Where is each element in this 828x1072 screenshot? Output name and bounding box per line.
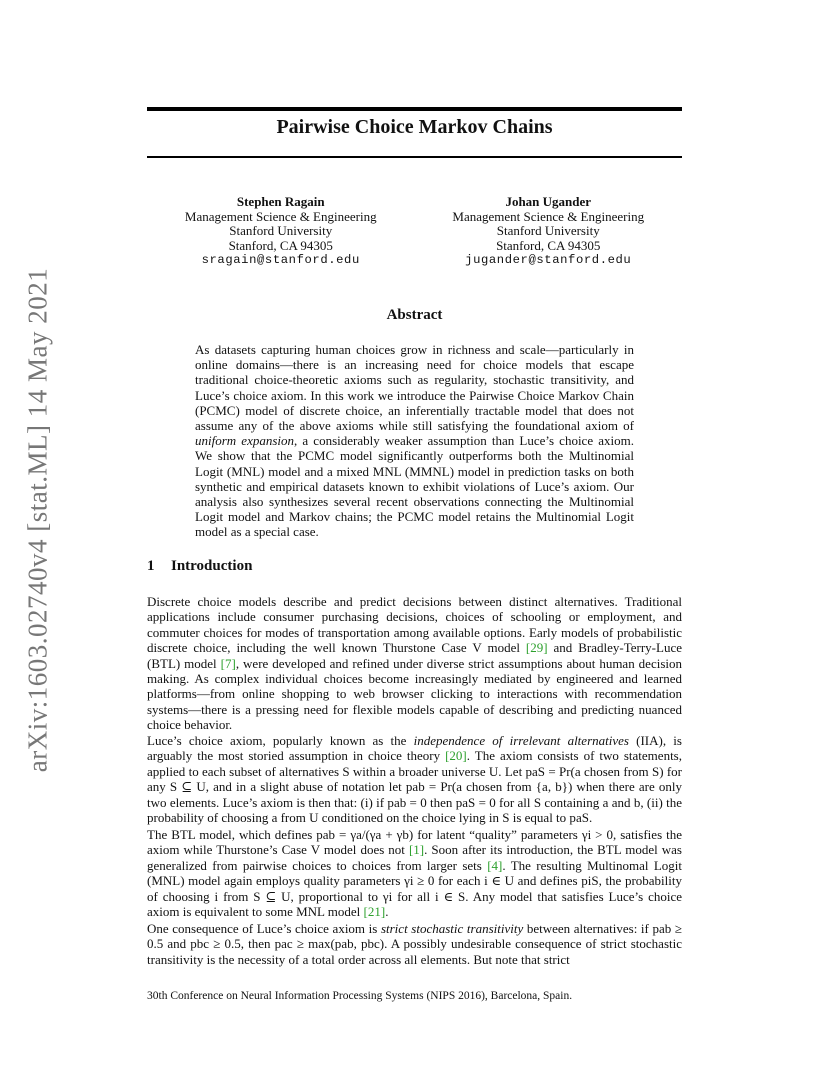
author-block	[147, 195, 682, 268]
author-1	[147, 195, 415, 268]
text: .	[385, 904, 389, 920]
text: The BTL model, which defines p	[147, 827, 323, 842]
title-rule-top	[147, 107, 682, 111]
emphasis: strict stochastic transitivity	[380, 921, 524, 936]
author-location: Stanford, CA 94305	[228, 237, 333, 253]
paragraph-2	[147, 733, 682, 825]
author-email[interactable]: sragain@stanford.edu	[201, 253, 360, 268]
text: (IIA), is arguably the most storied assumption in choice theory	[147, 733, 682, 764]
author-university: Stanford University	[229, 223, 333, 239]
text: aS = 0 for all S containing a and b, (ii) the probability of choosing a from U conditioned on the choice lying in S is equal to p	[147, 794, 682, 826]
section-title: Introduction	[171, 558, 253, 574]
text: iS, the probability of choosing i from S ⊆ U, proportional to γi for all i ∈ S. Any model that satisfies Luce’s choice axiom is equivalent to some MNL model	[147, 873, 682, 920]
text: One consequence of Luce’s choice axiom is	[147, 921, 381, 936]
author-name: Johan Ugander	[505, 194, 592, 209]
abstract-text: , a considerably weaker assumption than Luce’s choice axiom. We show that the PCMC model significantly outperforms both the Multinomial Logit (MNL) model and a mixed MNL (MMNL) model in prediction tasks on both synthetic and empirical datasets known to exhibit violations of Luce’s axiom. Our analysis also synthesizes several recent observations connecting the Multinomial Logit model and Markov chains; the PCMC model retains the Multinomial Logit model as a special case.	[195, 433, 634, 540]
author-university: Stanford University	[496, 223, 600, 239]
emphasis: independence of irrelevant alternatives	[413, 733, 629, 748]
text: . Soon after its introduction, the BTL model was generalized from pairwise choices to choices from larger sets	[147, 842, 682, 873]
text: , were developed and refined under diverse strict assumptions about human decision making. As complex individual choices become increasingly mediated by engineered and learned platforms—from online shopping to web browser clicking to interactions with recommendation systems—there is a pressing need for flexible models capable of describing and predicting nuanced choice behavior.	[147, 655, 682, 733]
abstract-text: As datasets capturing human choices grow in richness and scale—particularly in online domains—there is an increasing need for choice models that escape traditional choice-theoretic axioms such as regularity, stochastic transitivity, and Luce’s choice axiom. In this work we introduce the Pairwise Choice Markov Chain (PCMC) model of discrete choice, an inferentially tractable model that does not assume any of the above axioms while still satisfying the foundational axiom of	[195, 342, 634, 434]
author-dept: Management Science & Engineering	[184, 208, 377, 224]
text: aS = Pr(a chosen from S) for any S ⊆ U, and in a slight abuse of notation let p	[147, 763, 683, 795]
citation-link[interactable]: [20]	[445, 748, 467, 764]
text: . The axiom consists of two statements, applied to each subset of alternatives S within a broader universe U. Let p	[147, 748, 682, 779]
text: ab = Pr(a chosen from {a, b}) when there are only two elements. Luce’s axiom is then that: (i) if p	[147, 779, 683, 810]
abstract-emphasis: uniform expansion	[195, 433, 295, 449]
text: bc). A possibly undesirable consequence of strict stochastic transitivity is the necessity of a total order across all elements. But note that strict	[147, 936, 683, 967]
author-2	[415, 195, 683, 268]
paper-title: Pairwise Choice Markov Chains	[276, 116, 553, 138]
title-rule-bottom	[147, 156, 682, 158]
citation-link[interactable]: [21]	[363, 904, 386, 920]
text: . The resulting Multinomal Logit (MNL) model again employs quality parameters γi ≥ 0 for each i ∈ U and defines p	[147, 857, 682, 889]
conference-footnote: 30th Conference on Neural Information Processing Systems (NIPS 2016), Barcelona, Spain.	[147, 990, 573, 1002]
section-number: 1	[147, 558, 155, 574]
text: ab ≥ 0.5 and p	[147, 921, 683, 952]
text: bc ≥ 0.5, then p	[196, 936, 282, 952]
text: ab = 0 then p	[393, 794, 463, 810]
text: Luce’s choice axiom, popularly known as the	[147, 733, 414, 748]
paragraph-4	[147, 921, 682, 967]
abstract-body	[195, 342, 634, 540]
text: between alternatives: if p	[523, 921, 659, 936]
text: aS.	[575, 810, 593, 826]
text: ac ≥ max(p	[281, 936, 342, 952]
text: and Bradley-Terry-Luce (BTL) model	[147, 640, 682, 671]
author-dept: Management Science & Engineering	[452, 208, 645, 224]
paragraph-3	[147, 827, 682, 919]
text: Discrete choice models describe and predict decisions between distinct alternatives. Traditional applications include consumer purchasing decisions, choices of schooling or employment, and commuter choices for modes of transportation among available options. Early models of probabilistic discrete choice, including the well known Thurstone Case V model	[147, 594, 682, 656]
citation-link[interactable]: [7]	[220, 655, 236, 671]
citation-link[interactable]: [4]	[487, 857, 503, 873]
citation-link[interactable]: [29]	[525, 640, 548, 656]
arxiv-identifier: arXiv:1603.02740v4 [stat.ML] 14 May 2021	[22, 267, 53, 773]
text: ab, p	[341, 936, 368, 952]
author-name: Stephen Ragain	[236, 194, 325, 209]
abstract-heading: Abstract	[386, 307, 443, 323]
author-location: Stanford, CA 94305	[496, 237, 601, 253]
section-heading	[147, 558, 252, 575]
citation-link[interactable]: [1]	[408, 842, 425, 858]
author-email[interactable]: jugander@stanford.edu	[465, 253, 632, 268]
paragraph-1	[147, 594, 682, 733]
text: ab = γa/(γa + γb) for latent “quality” parameters γi > 0, satisfies the axiom while Thurstone’s Case V model does not	[147, 827, 682, 858]
